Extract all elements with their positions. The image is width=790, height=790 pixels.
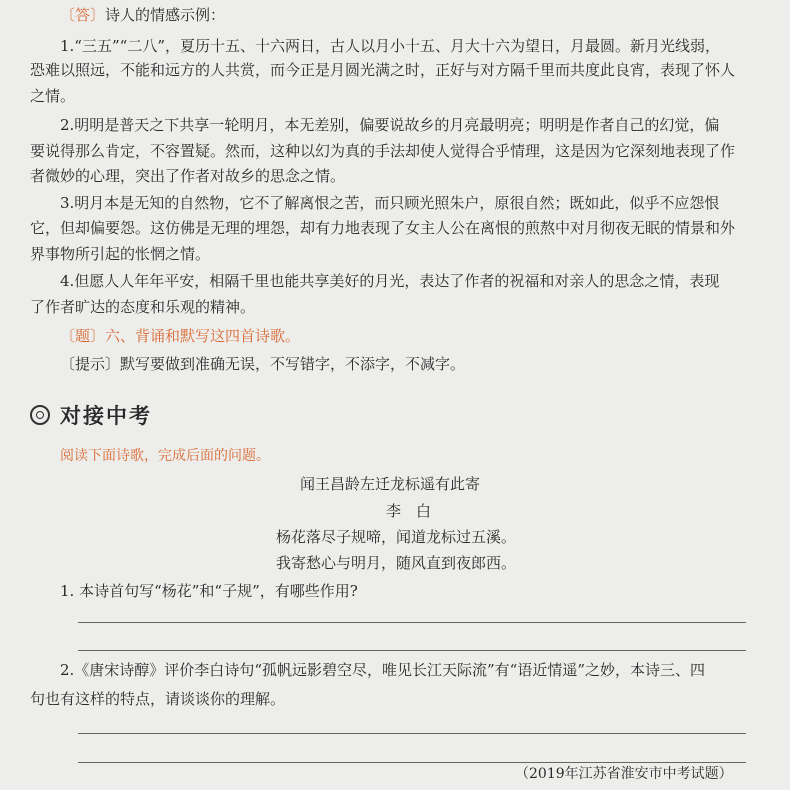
- double-circle-icon: [30, 405, 50, 425]
- section-title: [30, 400, 152, 430]
- source-note: （2019年江苏省淮安市中考试题）: [515, 766, 733, 782]
- section-title-text: 对接中考: [60, 404, 152, 428]
- hint: [60, 354, 465, 374]
- answer-item-4-line-2: 了作者旷达的态度和乐观的精神。: [30, 298, 256, 316]
- answer-line-4: [78, 762, 746, 763]
- question-six: [60, 326, 300, 346]
- answer-intro: 诗人的情感示例：: [105, 6, 226, 24]
- question-six-tag: 〔题〕: [60, 327, 106, 345]
- answer-item-3-line-2: 它，但却偏要怨。这仿佛是无理的埋怨，却有力地表现了女主人公在离恨的煎熬中对月彻夜无眠的情景和外: [30, 219, 736, 237]
- answer-item-1-line-1: 1.“三五”“二八”，夏历十五、十六两日，古人以月小十五、月大十六为望日，月最圆。新月光线弱，: [60, 37, 720, 55]
- answer-item-2-line-3: 者微妙的心理，突出了作者对故乡的思念之情。: [30, 167, 346, 185]
- poem-title: 闻王昌龄左迁龙标遥有此寄: [300, 475, 481, 493]
- answer-item-3-line-3: 界事物所引起的怅惘之情。: [30, 245, 211, 263]
- answer-item-2-line-1: 2.明明是普天之下共享一轮明月，本无差别，偏要说故乡的月亮最明亮；明明是作者自己的幻觉，偏: [60, 116, 720, 134]
- answer-line-3: [78, 733, 746, 734]
- instruction: 阅读下面诗歌，完成后面的问题。: [60, 448, 270, 464]
- question-six-text: 六、背诵和默写这四首诗歌。: [105, 327, 301, 345]
- hint-tag: 〔提示〕: [60, 355, 121, 373]
- hint-text: 默写要做到准确无误，不写错字，不添字，不减字。: [120, 355, 466, 373]
- question-1: 1. 本诗首句写“杨花”和“子规”，有哪些作用?: [60, 582, 358, 600]
- answer-item-4-line-1: 4.但愿人人年年平安，相隔千里也能共享美好的月光，表达了作者的祝福和对亲人的思念之情，表现: [60, 272, 720, 290]
- poem-line-2: 我寄愁心与明月，随风直到夜郎西。: [276, 554, 517, 572]
- answer-item-3-line-1: 3.明月本是无知的自然物，它不了解离恨之苦，而只顾光照朱户，原很自然；既如此，似乎不应怨恨: [60, 194, 720, 212]
- answer-item-1-line-3: 之情。: [30, 87, 76, 105]
- answer-line-2: [78, 650, 746, 651]
- question-2-line-1: 2.《唐宋诗醇》评价李白诗句“孤帆远影碧空尽，唯见长江天际流”有“语近情遥”之妙，本诗三、四: [60, 661, 705, 679]
- answer-item-1-line-2: 恐难以照远，不能和远方的人共赏，而今正是月圆光满之时，正好与对方隔千里而共度此良宵，表现了怀人: [30, 61, 736, 79]
- poem-line-1: 杨花落尽子规啼，闻道龙标过五溪。: [276, 528, 517, 546]
- question-2-line-2: 句也有这样的特点，请谈谈你的理解。: [30, 690, 286, 708]
- answer-item-2-line-2: 要说得那么肯定，不容置疑。然而，这种以幻为真的手法却使人觉得合乎情理，这是因为它深刻地表现了作: [30, 142, 736, 160]
- answer-line-1: [78, 622, 746, 623]
- answer-tag: 〔答〕: [60, 6, 106, 24]
- answer-heading: [60, 5, 225, 25]
- poem-author: 李 白: [386, 502, 432, 520]
